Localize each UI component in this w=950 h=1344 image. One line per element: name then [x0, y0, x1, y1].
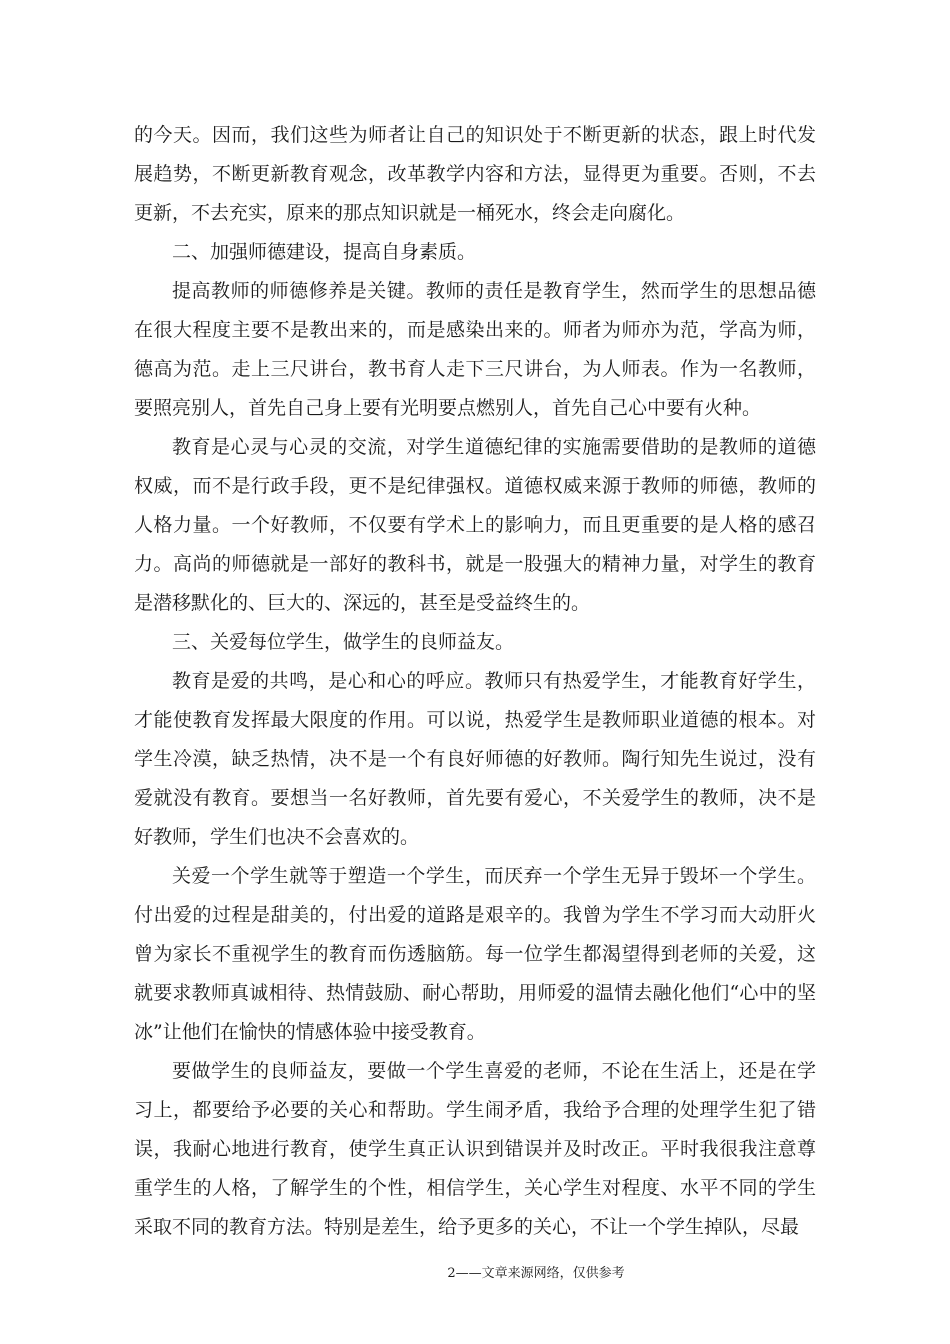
paragraph: 要做学生的良师益友，要做一个学生喜爱的老师，不论在生活上，还是在学习上，都要给予必要的关心和帮助。学生闹矛盾，我给予合理的处理学生犯了错误，我耐心地进行教育，使学生真正认识到错误并及时改正。平时我很我注意尊重学生的人格，了解学生的个性，相信学生，关心学生对程度、水平不同的学生采取不同的教育方法。特别是差生，给予更多的关心，不让一个学生掉队，尽最 [134, 1060, 816, 1238]
document-body [134, 116, 816, 1247]
footer-text: 2——文章来源网络，仅供参考 [447, 1266, 625, 1281]
paragraph: 提高教师的师德修养是关键。教师的责任是教育学生，然而学生的思想品德在很大程度主要不是教出来的，而是感染出来的。师者为师亦为范，学高为师，德高为范。走上三尺讲台，教书育人走下三尺讲台，为人师表。作为一名教师，要照亮别人，首先自己身上要有光明要点燃别人，首先自己心中要有火种。 [134, 280, 816, 419]
paragraph: 教育是心灵与心灵的交流，对学生道德纪律的实施需要借助的是教师的道德权威，而不是行政手段，更不是纪律强权。道德权威来源于教师的师德，教师的人格力量。一个好教师，不仅要有学术上的影响力，而且更重要的是人格的感召力。高尚的师德就是一部好的教科书，就是一股强大的精神力量，对学生的教育是潜移默化的、巨大的、深远的，甚至是受益终生的。 [134, 436, 816, 614]
paragraph: 的今天。因而，我们这些为师者让自己的知识处于不断更新的状态，跟上时代发展趋势，不断更新教育观念，改革教学内容和方法，显得更为重要。否则，不去更新，不去充实，原来的那点知识就是一桶死水，终会走向腐化。 [134, 124, 816, 224]
section-heading: 三、关爱每位学生，做学生的良师益友。 [172, 631, 515, 653]
paragraph: 关爱一个学生就等于塑造一个学生，而厌弃一个学生无异于毁坏一个学生。付出爱的过程是甜美的，付出爱的道路是艰辛的。我曾为学生不学习而大动肝火曾为家长不重视学生的教育而伤透脑筋。每一位学生都渴望得到老师的关爱，这就要求教师真诚相待、热情鼓励、耐心帮助，用师爱的温情去融化他们“心中的坚冰”让他们在愉快的情感体验中接受教育。 [134, 865, 816, 1043]
page-footer [0, 1262, 950, 1281]
section-heading: 二、加强师德建设，提高自身素质。 [172, 241, 477, 263]
paragraph: 教育是爱的共鸣，是心和心的呼应。教师只有热爱学生，才能教育好学生，才能使教育发挥最大限度的作用。可以说，热爱学生是教师职业道德的根本。对学生冷漠，缺乏热情，决不是一个有良好师德的好教师。陶行知先生说过，没有爱就没有教育。要想当一名好教师，首先要有爱心，不关爱学生的教师，决不是好教师，学生们也决不会喜欢的。 [134, 670, 816, 848]
